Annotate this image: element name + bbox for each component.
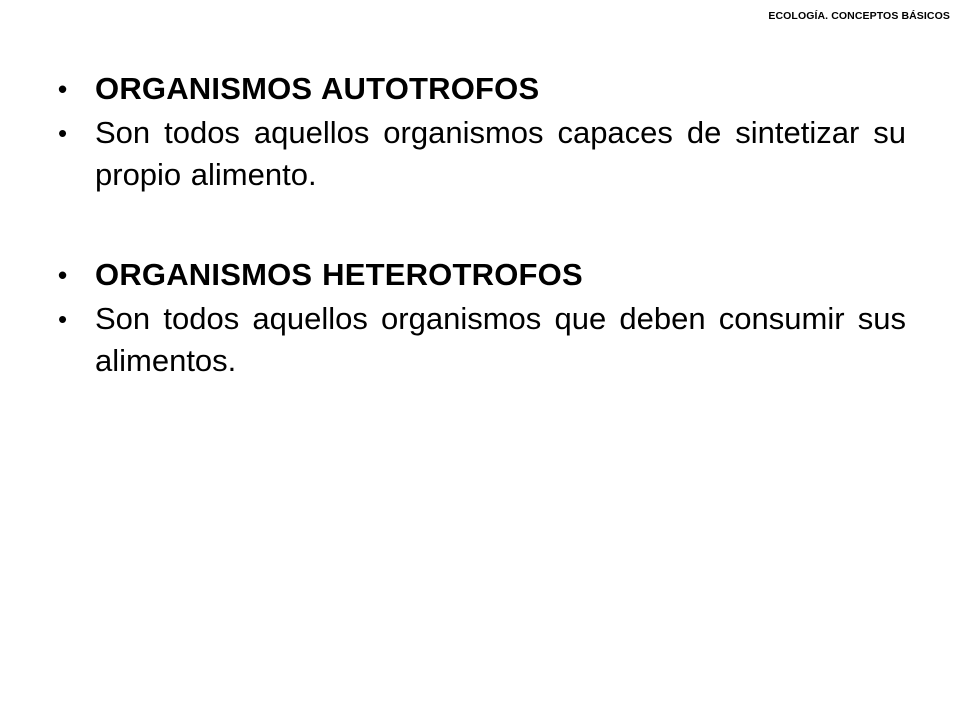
heading-heterotrofos-text: ORGANISMOS HETEROTROFOS [95,257,583,292]
bullet-icon: • [58,260,68,290]
bullet-icon: • [58,74,68,104]
bullet-text-heterotrofos [58,298,906,382]
heading-autotrofos-text: ORGANISMOS AUTOTROFOS [95,71,540,106]
slide-header-title: ECOLOGÍA. CONCEPTOS BÁSICOS [768,10,950,22]
bullet-heading-heterotrofos [58,254,906,296]
bullet-text-autotrofos [58,112,906,196]
bullet-heading-autotrofos [58,68,906,110]
bullet-icon: • [58,118,68,148]
bullet-icon: • [58,304,68,334]
autotrofos-definition: Son todos aquellos organismos capaces de sintetizar su propio alimento. [95,115,906,192]
heterotrofos-definition: Son todos aquellos organismos que deben consumir sus alimentos. [95,301,906,378]
bullet-list [58,68,906,382]
